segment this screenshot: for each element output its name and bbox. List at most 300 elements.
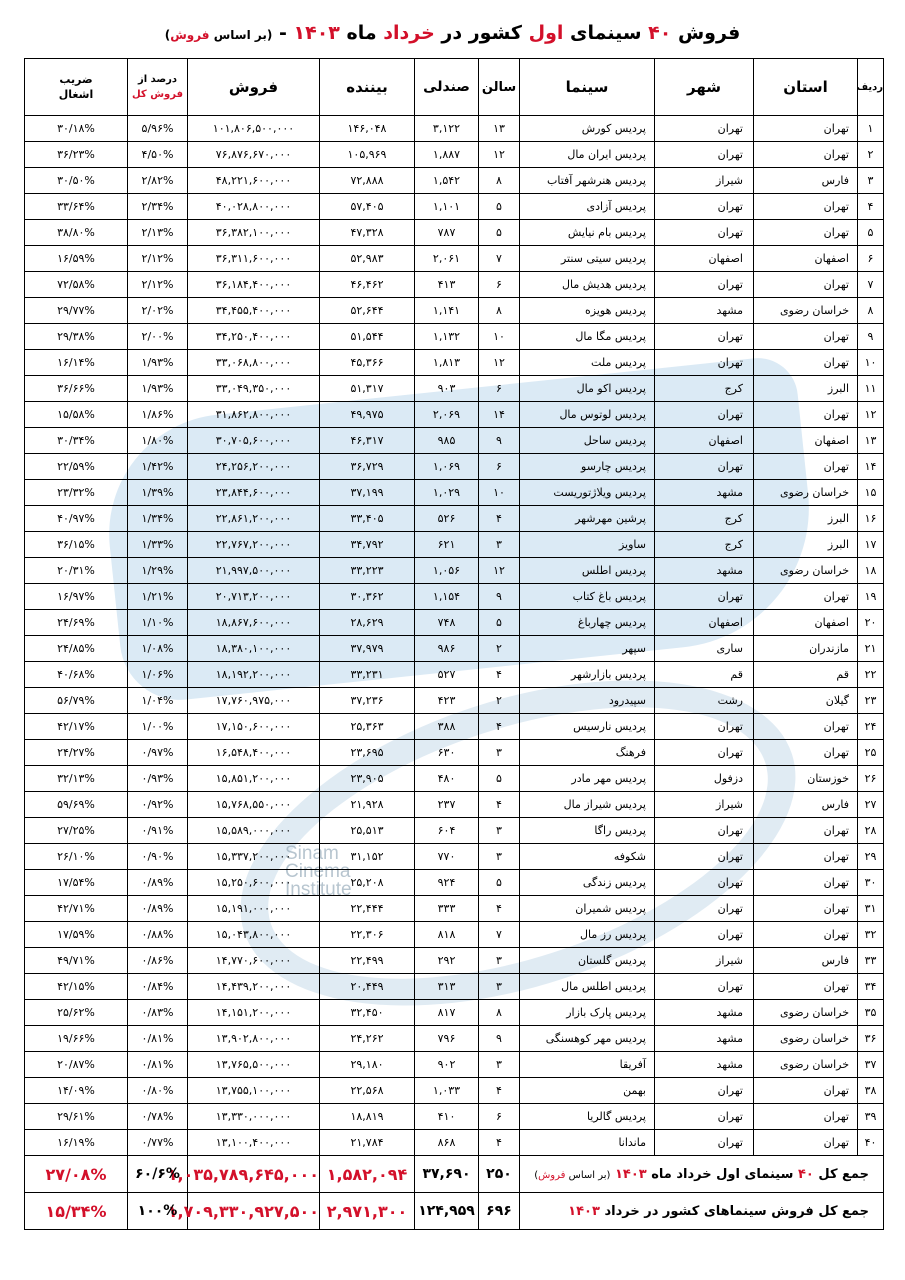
viewers-cell: ۲۸,۶۲۹	[320, 610, 415, 636]
viewers-cell: ۲۴,۲۶۲	[320, 1026, 415, 1052]
cinema-name: پردیس ویلاژتوریست	[520, 480, 655, 506]
cinema-name: پردیس ایران مال	[520, 142, 655, 168]
seats-cell: ۷۴۸	[415, 610, 479, 636]
sales-cell: ۱۳,۷۶۵,۵۰۰,۰۰۰	[188, 1052, 320, 1078]
halls-cell: ۴	[479, 792, 520, 818]
occupancy-cell: ۱۵/۵۸%	[25, 402, 128, 428]
rank-cell: ۱۷	[858, 532, 884, 558]
halls-cell: ۶	[479, 454, 520, 480]
percent-cell: ۱/۰۰%	[128, 714, 188, 740]
rank-cell: ۳۴	[858, 974, 884, 1000]
province-cell: خراسان رضوی	[754, 558, 858, 584]
seats-cell: ۱,۱۰۱	[415, 194, 479, 220]
percent-cell: ۰/۸۱%	[128, 1052, 188, 1078]
city-cell: اصفهان	[655, 610, 754, 636]
occupancy-cell: ۵۹/۶۹%	[25, 792, 128, 818]
province-cell: تهران	[754, 1130, 858, 1156]
city-cell: شیراز	[655, 792, 754, 818]
occupancy-cell: ۲۶/۱۰%	[25, 844, 128, 870]
province-cell: مازندران	[754, 636, 858, 662]
seats-cell: ۱,۸۸۷	[415, 142, 479, 168]
province-cell: اصفهان	[754, 610, 858, 636]
cinema-name: پردیس اکو مال	[520, 376, 655, 402]
rank-cell: ۱۴	[858, 454, 884, 480]
rank-cell: ۴	[858, 194, 884, 220]
percent-cell: ۱/۳۹%	[128, 480, 188, 506]
cinema-name: پردیس بام نیایش	[520, 220, 655, 246]
table-row	[25, 688, 884, 714]
seats-cell: ۶۲۱	[415, 532, 479, 558]
city-cell: تهران	[655, 740, 754, 766]
viewers-cell: ۳۳,۲۲۳	[320, 558, 415, 584]
table-row	[25, 1052, 884, 1078]
rank-cell: ۳۳	[858, 948, 884, 974]
viewers-cell: ۲۲,۵۶۸	[320, 1078, 415, 1104]
city-cell: تهران	[655, 324, 754, 350]
sales-cell: ۱۷,۱۵۰,۶۰۰,۰۰۰	[188, 714, 320, 740]
rank-cell: ۵	[858, 220, 884, 246]
total-top40-seats: ۳۷,۶۹۰	[415, 1156, 479, 1193]
viewers-cell: ۲۲,۴۴۴	[320, 896, 415, 922]
seats-cell: ۹۸۶	[415, 636, 479, 662]
halls-cell: ۳	[479, 844, 520, 870]
total-top40-halls: ۲۵۰	[479, 1156, 520, 1193]
rank-cell: ۱۲	[858, 402, 884, 428]
occupancy-cell: ۳۰/۱۸%	[25, 116, 128, 142]
sales-cell: ۱۳,۱۰۰,۴۰۰,۰۰۰	[188, 1130, 320, 1156]
sales-cell: ۱۵,۳۳۷,۲۰۰,۰۰۰	[188, 844, 320, 870]
halls-cell: ۵	[479, 610, 520, 636]
total-top40-viewers: ۱,۵۸۲,۰۹۴	[320, 1156, 415, 1193]
table-row	[25, 532, 884, 558]
cinema-name: پردیس مگا مال	[520, 324, 655, 350]
percent-cell: ۱/۲۹%	[128, 558, 188, 584]
cinema-name: پردیس هویزه	[520, 298, 655, 324]
occupancy-cell: ۱۹/۶۶%	[25, 1026, 128, 1052]
percent-cell: ۱/۳۳%	[128, 532, 188, 558]
cinema-name: پردیس پارک بازار	[520, 1000, 655, 1026]
seats-cell: ۹۰۲	[415, 1052, 479, 1078]
seats-cell: ۳۱۳	[415, 974, 479, 1000]
rank-cell: ۳۵	[858, 1000, 884, 1026]
table-row	[25, 168, 884, 194]
percent-cell: ۰/۸۱%	[128, 1026, 188, 1052]
sales-cell: ۱۵,۷۶۸,۵۵۰,۰۰۰	[188, 792, 320, 818]
table-row	[25, 298, 884, 324]
total-country-row	[25, 1193, 884, 1230]
province-cell: تهران	[754, 714, 858, 740]
table-row	[25, 610, 884, 636]
sales-cell: ۲۳,۸۴۴,۶۰۰,۰۰۰	[188, 480, 320, 506]
percent-cell: ۲/۸۲%	[128, 168, 188, 194]
province-cell: تهران	[754, 870, 858, 896]
percent-cell: ۲/۰۰%	[128, 324, 188, 350]
sales-cell: ۱۰۱,۸۰۶,۵۰۰,۰۰۰	[188, 116, 320, 142]
province-cell: البرز	[754, 506, 858, 532]
halls-cell: ۱۲	[479, 350, 520, 376]
sales-cell: ۱۳,۷۵۵,۱۰۰,۰۰۰	[188, 1078, 320, 1104]
header-occupancy: ضریب اشغال	[25, 59, 128, 116]
sales-cell: ۴۸,۲۲۱,۶۰۰,۰۰۰	[188, 168, 320, 194]
percent-cell: ۲/۱۳%	[128, 220, 188, 246]
percent-cell: ۱/۰۸%	[128, 636, 188, 662]
rank-cell: ۲۲	[858, 662, 884, 688]
occupancy-cell: ۱۷/۵۹%	[25, 922, 128, 948]
rank-cell: ۲۳	[858, 688, 884, 714]
header-city: شهر	[655, 59, 754, 116]
table-row	[25, 402, 884, 428]
sales-cell: ۳۶,۳۸۲,۱۰۰,۰۰۰	[188, 220, 320, 246]
cinema-name: پردیس ملت	[520, 350, 655, 376]
seats-cell: ۵۲۷	[415, 662, 479, 688]
occupancy-cell: ۲۷/۲۵%	[25, 818, 128, 844]
viewers-cell: ۴۶,۳۱۷	[320, 428, 415, 454]
sales-cell: ۳۴,۴۵۵,۴۰۰,۰۰۰	[188, 298, 320, 324]
cinema-name: پردیس هنرشهر آفتاب	[520, 168, 655, 194]
total-top40-row	[25, 1156, 884, 1193]
sales-cell: ۳۰,۷۰۵,۶۰۰,۰۰۰	[188, 428, 320, 454]
halls-cell: ۴	[479, 506, 520, 532]
percent-cell: ۲/۱۲%	[128, 272, 188, 298]
rank-cell: ۲۸	[858, 818, 884, 844]
sales-cell: ۱۳,۹۰۲,۸۰۰,۰۰۰	[188, 1026, 320, 1052]
rank-cell: ۱۵	[858, 480, 884, 506]
city-cell: مشهد	[655, 1052, 754, 1078]
rank-cell: ۳۶	[858, 1026, 884, 1052]
occupancy-cell: ۲۰/۳۱%	[25, 558, 128, 584]
halls-cell: ۱۲	[479, 558, 520, 584]
percent-cell: ۲/۳۴%	[128, 194, 188, 220]
occupancy-cell: ۳۶/۶۶%	[25, 376, 128, 402]
header-percent: درصد از فروش کل	[128, 59, 188, 116]
total-country-seats: ۱۲۴,۹۵۹	[415, 1193, 479, 1230]
seats-cell: ۱,۵۴۲	[415, 168, 479, 194]
province-cell: تهران	[754, 324, 858, 350]
province-cell: تهران	[754, 818, 858, 844]
halls-cell: ۲	[479, 636, 520, 662]
rank-cell: ۳۰	[858, 870, 884, 896]
halls-cell: ۱۳	[479, 116, 520, 142]
city-cell: اصفهان	[655, 428, 754, 454]
table-row	[25, 948, 884, 974]
province-cell: تهران	[754, 584, 858, 610]
province-cell: تهران	[754, 220, 858, 246]
viewers-cell: ۵۲,۹۸۳	[320, 246, 415, 272]
seats-cell: ۸۱۸	[415, 922, 479, 948]
percent-cell: ۱/۸۶%	[128, 402, 188, 428]
seats-cell: ۱,۰۵۶	[415, 558, 479, 584]
seats-cell: ۶۰۴	[415, 818, 479, 844]
percent-cell: ۰/۹۷%	[128, 740, 188, 766]
header-sales: فروش	[188, 59, 320, 116]
total-top40-percent: ۶۰/۶%	[128, 1156, 188, 1193]
table-row	[25, 1130, 884, 1156]
table-row	[25, 636, 884, 662]
total-country-label: جمع کل فروش سینماهای کشور در خرداد ۱۴۰۳	[520, 1193, 884, 1230]
cinema-name: پردیس مهر مادر	[520, 766, 655, 792]
city-cell: مشهد	[655, 1026, 754, 1052]
occupancy-cell: ۴۹/۷۱%	[25, 948, 128, 974]
sales-cell: ۱۴,۴۳۹,۲۰۰,۰۰۰	[188, 974, 320, 1000]
rank-cell: ۱	[858, 116, 884, 142]
viewers-cell: ۲۵,۳۶۳	[320, 714, 415, 740]
city-cell: دزفول	[655, 766, 754, 792]
province-cell: تهران	[754, 402, 858, 428]
rank-cell: ۱۸	[858, 558, 884, 584]
city-cell: تهران	[655, 870, 754, 896]
cinema-name: پردیس آزادی	[520, 194, 655, 220]
table-row	[25, 1000, 884, 1026]
cinema-name: پردیس لوتوس مال	[520, 402, 655, 428]
table-row	[25, 324, 884, 350]
seats-cell: ۴۱۰	[415, 1104, 479, 1130]
province-cell: البرز	[754, 532, 858, 558]
province-cell: تهران	[754, 740, 858, 766]
seats-cell: ۱,۰۶۹	[415, 454, 479, 480]
rank-cell: ۹	[858, 324, 884, 350]
sales-table	[24, 58, 884, 1230]
header-province: استان	[754, 59, 858, 116]
rank-cell: ۱۳	[858, 428, 884, 454]
sales-cell: ۷۶,۸۷۶,۶۷۰,۰۰۰	[188, 142, 320, 168]
occupancy-cell: ۱۶/۵۹%	[25, 246, 128, 272]
province-cell: تهران	[754, 194, 858, 220]
province-cell: تهران	[754, 896, 858, 922]
percent-cell: ۰/۷۸%	[128, 1104, 188, 1130]
cinema-name: پردیس هدیش مال	[520, 272, 655, 298]
sales-cell: ۱۵,۵۸۹,۰۰۰,۰۰۰	[188, 818, 320, 844]
rank-cell: ۴۰	[858, 1130, 884, 1156]
province-cell: تهران	[754, 116, 858, 142]
percent-cell: ۱/۳۴%	[128, 506, 188, 532]
city-cell: تهران	[655, 818, 754, 844]
cinema-name: پرشین مهرشهر	[520, 506, 655, 532]
table-row	[25, 194, 884, 220]
percent-cell: ۰/۹۰%	[128, 844, 188, 870]
table-row	[25, 480, 884, 506]
rank-cell: ۱۰	[858, 350, 884, 376]
percent-cell: ۱/۱۰%	[128, 610, 188, 636]
occupancy-cell: ۱۶/۹۷%	[25, 584, 128, 610]
rank-cell: ۲۹	[858, 844, 884, 870]
occupancy-cell: ۲۹/۳۸%	[25, 324, 128, 350]
viewers-cell: ۳۴,۷۹۲	[320, 532, 415, 558]
viewers-cell: ۲۳,۹۰۵	[320, 766, 415, 792]
table-row	[25, 818, 884, 844]
sales-cell: ۳۶,۳۱۱,۶۰۰,۰۰۰	[188, 246, 320, 272]
halls-cell: ۸	[479, 1000, 520, 1026]
cinema-name: پردیس شیراز مال	[520, 792, 655, 818]
province-cell: خراسان رضوی	[754, 1052, 858, 1078]
viewers-cell: ۴۵,۳۶۶	[320, 350, 415, 376]
province-cell: تهران	[754, 142, 858, 168]
sales-cell: ۱۸,۳۸۰,۱۰۰,۰۰۰	[188, 636, 320, 662]
viewers-cell: ۴۶,۴۶۲	[320, 272, 415, 298]
table-row	[25, 974, 884, 1000]
cinema-name: پردیس بازارشهر	[520, 662, 655, 688]
percent-cell: ۵/۹۶%	[128, 116, 188, 142]
total-top40-sales: ۱,۰۳۵,۷۸۹,۶۴۵,۰۰۰	[188, 1156, 320, 1193]
sales-cell: ۳۴,۲۵۰,۴۰۰,۰۰۰	[188, 324, 320, 350]
viewers-cell: ۵۱,۳۱۷	[320, 376, 415, 402]
rank-cell: ۳	[858, 168, 884, 194]
table-row	[25, 766, 884, 792]
seats-cell: ۱,۰۳۳	[415, 1078, 479, 1104]
halls-cell: ۱۲	[479, 142, 520, 168]
occupancy-cell: ۳۲/۱۳%	[25, 766, 128, 792]
header-halls: سالن	[479, 59, 520, 116]
city-cell: تهران	[655, 402, 754, 428]
cinema-name: پردیس نارسیس	[520, 714, 655, 740]
occupancy-cell: ۵۶/۷۹%	[25, 688, 128, 714]
rank-cell: ۶	[858, 246, 884, 272]
province-cell: البرز	[754, 376, 858, 402]
occupancy-cell: ۴۰/۶۸%	[25, 662, 128, 688]
cinema-name: پردیس سیتی سنتر	[520, 246, 655, 272]
seats-cell: ۱,۱۴۱	[415, 298, 479, 324]
city-cell: ساری	[655, 636, 754, 662]
occupancy-cell: ۲۹/۷۷%	[25, 298, 128, 324]
sales-cell: ۲۲,۷۶۷,۲۰۰,۰۰۰	[188, 532, 320, 558]
sales-cell: ۴۰,۰۲۸,۸۰۰,۰۰۰	[188, 194, 320, 220]
viewers-cell: ۴۷,۳۲۸	[320, 220, 415, 246]
table-row	[25, 116, 884, 142]
table-row	[25, 454, 884, 480]
total-country-occupancy: ۱۵/۳۴%	[25, 1193, 128, 1230]
rank-cell: ۲۵	[858, 740, 884, 766]
table-row	[25, 142, 884, 168]
viewers-cell: ۳۷,۹۷۹	[320, 636, 415, 662]
table-row	[25, 1026, 884, 1052]
total-top40-label: جمع کل ۴۰ سینمای اول خرداد ماه ۱۴۰۳ (بر اساس فروش)	[520, 1156, 884, 1193]
table-row	[25, 1078, 884, 1104]
viewers-cell: ۷۲,۸۸۸	[320, 168, 415, 194]
occupancy-cell: ۱۴/۰۹%	[25, 1078, 128, 1104]
province-cell: خراسان رضوی	[754, 480, 858, 506]
viewers-cell: ۳۰,۳۶۲	[320, 584, 415, 610]
halls-cell: ۶	[479, 272, 520, 298]
viewers-cell: ۲۲,۳۰۶	[320, 922, 415, 948]
table-row	[25, 792, 884, 818]
table-row	[25, 272, 884, 298]
sales-cell: ۲۱,۹۹۷,۵۰۰,۰۰۰	[188, 558, 320, 584]
rank-cell: ۲۶	[858, 766, 884, 792]
percent-cell: ۲/۱۲%	[128, 246, 188, 272]
occupancy-cell: ۴۲/۱۷%	[25, 714, 128, 740]
sales-cell: ۱۸,۸۶۷,۶۰۰,۰۰۰	[188, 610, 320, 636]
table-row	[25, 350, 884, 376]
rank-cell: ۲	[858, 142, 884, 168]
occupancy-cell: ۲۲/۵۹%	[25, 454, 128, 480]
sales-cell: ۲۲,۸۶۱,۲۰۰,۰۰۰	[188, 506, 320, 532]
sales-cell: ۲۰,۷۱۳,۲۰۰,۰۰۰	[188, 584, 320, 610]
sales-cell: ۱۵,۲۵۰,۶۰۰,۰۰۰	[188, 870, 320, 896]
table-row	[25, 558, 884, 584]
table-row	[25, 428, 884, 454]
halls-cell: ۴	[479, 1130, 520, 1156]
halls-cell: ۴	[479, 896, 520, 922]
province-cell: تهران	[754, 454, 858, 480]
seats-cell: ۸۶۸	[415, 1130, 479, 1156]
sales-cell: ۳۳,۰۴۹,۳۵۰,۰۰۰	[188, 376, 320, 402]
table-row	[25, 1104, 884, 1130]
province-cell: تهران	[754, 974, 858, 1000]
halls-cell: ۵	[479, 870, 520, 896]
header-rank: ردیف	[858, 59, 884, 116]
viewers-cell: ۳۲,۴۵۰	[320, 1000, 415, 1026]
percent-cell: ۰/۸۰%	[128, 1078, 188, 1104]
percent-cell: ۰/۹۳%	[128, 766, 188, 792]
seats-cell: ۲,۰۶۹	[415, 402, 479, 428]
city-cell: مشهد	[655, 558, 754, 584]
province-cell: خوزستان	[754, 766, 858, 792]
cinema-name: پردیس ساحل	[520, 428, 655, 454]
city-cell: تهران	[655, 454, 754, 480]
province-cell: گیلان	[754, 688, 858, 714]
occupancy-cell: ۳۸/۸۰%	[25, 220, 128, 246]
seats-cell: ۴۸۰	[415, 766, 479, 792]
table-row	[25, 246, 884, 272]
province-cell: اصفهان	[754, 246, 858, 272]
percent-cell: ۰/۸۶%	[128, 948, 188, 974]
viewers-cell: ۲۱,۹۲۸	[320, 792, 415, 818]
cinema-name: پردیس شمیران	[520, 896, 655, 922]
occupancy-cell: ۲۴/۸۵%	[25, 636, 128, 662]
table-row	[25, 662, 884, 688]
viewers-cell: ۳۷,۱۹۹	[320, 480, 415, 506]
table-row	[25, 584, 884, 610]
province-cell: خراسان رضوی	[754, 1026, 858, 1052]
halls-cell: ۸	[479, 298, 520, 324]
cinema-name: پردیس چهارباغ	[520, 610, 655, 636]
halls-cell: ۳	[479, 974, 520, 1000]
province-cell: تهران	[754, 350, 858, 376]
city-cell: تهران	[655, 844, 754, 870]
viewers-cell: ۲۵,۵۱۳	[320, 818, 415, 844]
percent-cell: ۱/۸۰%	[128, 428, 188, 454]
city-cell: تهران	[655, 116, 754, 142]
viewers-cell: ۳۶,۷۲۹	[320, 454, 415, 480]
halls-cell: ۳	[479, 818, 520, 844]
percent-cell: ۰/۸۸%	[128, 922, 188, 948]
rank-cell: ۸	[858, 298, 884, 324]
occupancy-cell: ۴۲/۱۵%	[25, 974, 128, 1000]
sales-cell: ۱۸,۱۹۲,۲۰۰,۰۰۰	[188, 662, 320, 688]
rank-cell: ۲۱	[858, 636, 884, 662]
city-cell: قم	[655, 662, 754, 688]
province-cell: قم	[754, 662, 858, 688]
viewers-cell: ۵۷,۴۰۵	[320, 194, 415, 220]
table-row	[25, 506, 884, 532]
total-country-sales: ۱,۷۰۹,۳۳۰,۹۲۷,۵۰۰	[188, 1193, 320, 1230]
cinema-name: آفریقا	[520, 1052, 655, 1078]
rank-cell: ۳۷	[858, 1052, 884, 1078]
city-cell: تهران	[655, 1078, 754, 1104]
cinema-name: سپهر	[520, 636, 655, 662]
seats-cell: ۷۹۶	[415, 1026, 479, 1052]
table-row	[25, 220, 884, 246]
sales-cell: ۲۴,۲۵۶,۲۰۰,۰۰۰	[188, 454, 320, 480]
seats-cell: ۳,۱۲۲	[415, 116, 479, 142]
occupancy-cell: ۳۰/۵۰%	[25, 168, 128, 194]
total-country-halls: ۶۹۶	[479, 1193, 520, 1230]
seats-cell: ۷۸۷	[415, 220, 479, 246]
sales-cell: ۱۵,۰۴۳,۸۰۰,۰۰۰	[188, 922, 320, 948]
cinema-name: پردیس چارسو	[520, 454, 655, 480]
seats-cell: ۱,۸۱۳	[415, 350, 479, 376]
province-cell: تهران	[754, 844, 858, 870]
percent-cell: ۰/۹۱%	[128, 818, 188, 844]
